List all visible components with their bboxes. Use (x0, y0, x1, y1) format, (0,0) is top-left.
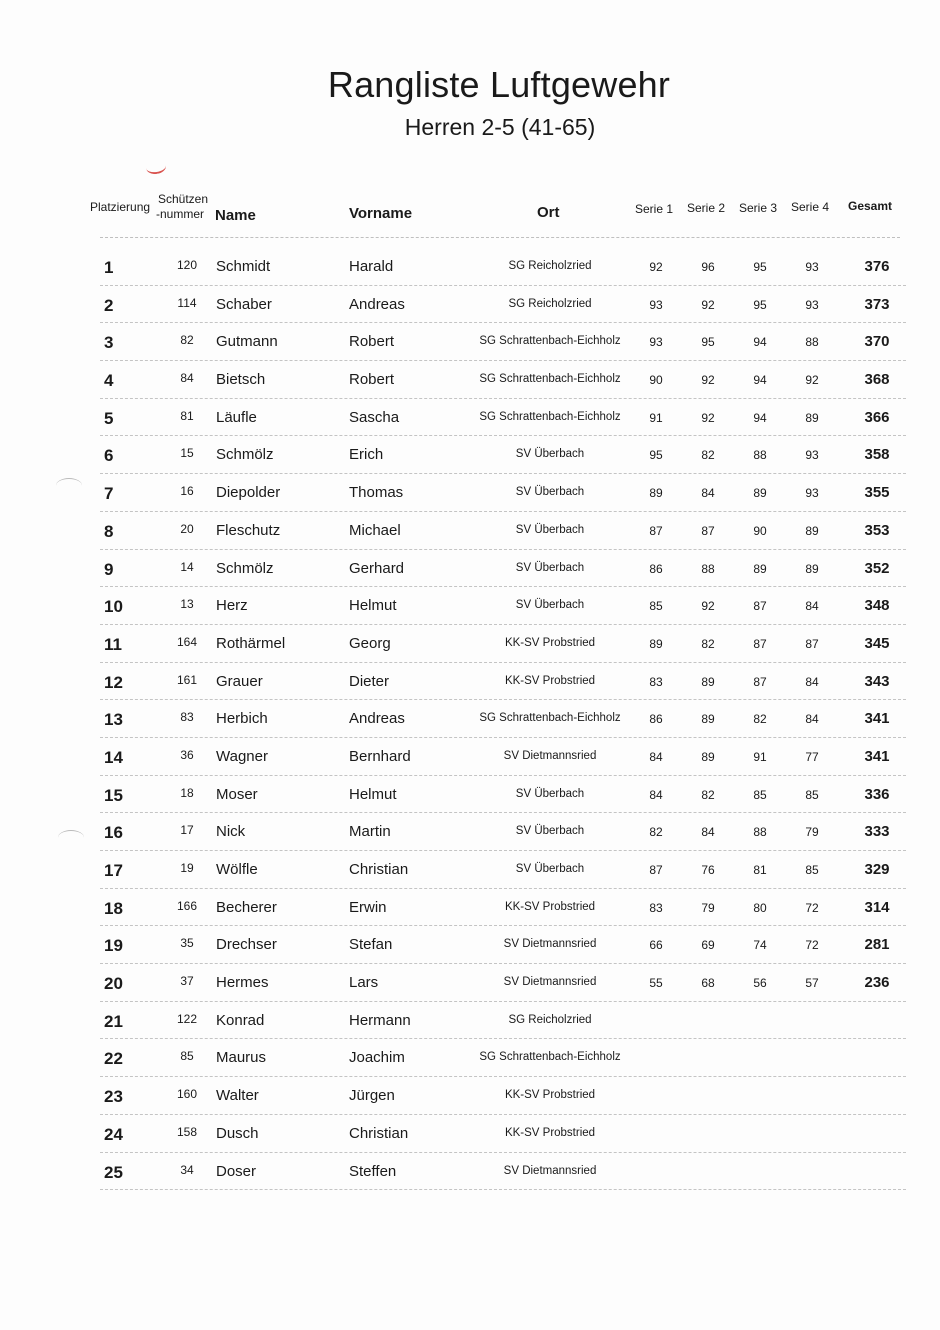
serie-2-cell: 69 (701, 938, 715, 953)
red-pen-mark (145, 159, 167, 176)
total-cell: 336 (864, 785, 890, 803)
first-name-cell: Andreas (349, 295, 405, 313)
serie-4-cell: 87 (805, 636, 819, 651)
serie-1-cell: 84 (649, 787, 663, 802)
first-name-cell: Erwin (349, 898, 387, 916)
rank-cell: 19 (104, 936, 123, 956)
serie-4-cell: 84 (805, 712, 819, 727)
rank-cell: 24 (104, 1124, 123, 1144)
name-cell: Dusch (216, 1124, 259, 1142)
total-cell: 370 (864, 333, 890, 351)
first-name-cell: Dieter (349, 672, 390, 690)
serie-2-cell: 68 (701, 976, 715, 991)
rank-cell: 4 (104, 371, 114, 391)
name-cell: Herbich (216, 710, 268, 728)
serie-2-cell: 92 (701, 297, 715, 312)
club-cell: SG Reicholzried (508, 297, 592, 310)
club-cell: SV Überbach (515, 523, 585, 536)
name-cell: Walter (216, 1087, 259, 1105)
serie-2-cell: 89 (701, 749, 715, 764)
club-cell: KK-SV Probstried (504, 900, 596, 913)
serie-1-cell: 84 (649, 749, 663, 764)
shooter-number-cell: 13 (180, 597, 194, 612)
serie-3-cell: 94 (753, 373, 767, 388)
serie-4-cell: 89 (805, 561, 819, 576)
name-cell: Nick (216, 823, 246, 841)
serie-1-cell: 92 (649, 260, 663, 274)
total-cell: 341 (864, 710, 890, 728)
first-name-cell: Robert (349, 333, 395, 351)
name-cell: Drechser (216, 936, 277, 954)
serie-1-cell: 85 (649, 599, 663, 614)
shooter-number-cell: 160 (176, 1087, 198, 1102)
shooter-number-cell: 14 (180, 559, 194, 574)
first-name-cell: Robert (349, 371, 395, 389)
club-cell: SG Schrattenbach-Eichholz (479, 712, 621, 725)
serie-3-cell: 94 (753, 335, 767, 350)
rank-cell: 2 (104, 295, 114, 315)
rank-cell: 18 (104, 898, 123, 918)
first-name-cell: Martin (349, 823, 391, 841)
rank-cell: 8 (104, 521, 114, 541)
rank-cell: 21 (104, 1011, 123, 1031)
page-subtitle: Herren 2-5 (41-65) (404, 114, 596, 140)
rank-cell: 23 (104, 1087, 123, 1107)
header-schuetzen: Schützen (158, 192, 209, 206)
rank-cell: 15 (104, 785, 123, 805)
first-name-cell: Helmut (349, 597, 397, 615)
name-cell: Schaber (216, 295, 272, 313)
shooter-number-cell: 81 (180, 408, 194, 423)
serie-4-cell: 93 (805, 297, 819, 312)
club-cell: SV Überbach (515, 863, 585, 875)
serie-2-cell: 88 (701, 561, 715, 576)
table-row (100, 1153, 906, 1191)
name-cell: Schmölz (216, 446, 274, 464)
serie-4-cell: 57 (805, 976, 819, 991)
first-name-cell: Sascha (349, 408, 400, 426)
serie-2-cell: 89 (701, 674, 715, 689)
total-cell: 355 (864, 484, 890, 502)
club-cell: SV Überbach (515, 787, 585, 800)
rank-cell: 7 (104, 484, 114, 504)
table-row (100, 851, 906, 889)
serie-3-cell: 95 (753, 260, 767, 274)
serie-1-cell: 86 (649, 712, 663, 727)
serie-1-cell: 87 (649, 863, 663, 877)
serie-3-cell: 91 (753, 749, 767, 764)
header-platzierung: Platzierung (90, 200, 151, 214)
serie-4-cell: 88 (805, 335, 819, 350)
serie-1-cell: 95 (649, 448, 663, 463)
first-name-cell: Helmut (349, 785, 397, 803)
club-cell: KK-SV Probstried (504, 674, 596, 687)
shooter-number-cell: 114 (177, 295, 197, 310)
shooter-number-cell: 34 (180, 1162, 194, 1177)
table-row (100, 1077, 906, 1115)
rank-cell: 14 (104, 747, 123, 767)
table-header (0, 192, 940, 232)
serie-2-cell: 87 (701, 523, 715, 538)
name-cell: Gutmann (216, 333, 278, 351)
serie-1-cell: 83 (649, 900, 663, 915)
name-cell: Läufle (216, 408, 257, 426)
table-row (100, 1115, 906, 1153)
shooter-number-cell: 120 (176, 258, 198, 272)
serie-1-cell: 66 (649, 938, 663, 953)
first-name-cell: Jürgen (349, 1087, 395, 1105)
name-cell: Schmidt (216, 258, 271, 275)
name-cell: Wagner (216, 747, 268, 765)
rank-cell: 13 (104, 710, 123, 730)
serie-3-cell: 90 (753, 523, 767, 538)
shooter-number-cell: 17 (180, 823, 194, 838)
shooter-number-cell: 85 (180, 1049, 194, 1064)
first-name-cell: Harald (349, 258, 394, 275)
serie-1-cell: 93 (649, 297, 663, 312)
serie-1-cell: 90 (649, 373, 663, 388)
serie-1-cell: 82 (649, 825, 663, 840)
total-cell: 281 (864, 936, 890, 954)
header-serie-4: Serie 4 (791, 200, 830, 214)
serie-2-cell: 89 (701, 712, 715, 727)
table-row (100, 813, 906, 851)
total-cell: 373 (864, 295, 890, 313)
total-cell: 345 (864, 634, 890, 652)
total-cell: 333 (864, 823, 890, 841)
table-row (100, 550, 906, 588)
first-name-cell: Christian (349, 1124, 409, 1142)
name-cell: Moser (216, 785, 258, 803)
table-row (100, 474, 906, 512)
table-row (100, 663, 906, 701)
serie-3-cell: 87 (753, 636, 767, 651)
table-row (100, 700, 906, 738)
serie-2-cell: 76 (701, 863, 715, 877)
table-row (100, 286, 906, 324)
table-row (100, 323, 906, 361)
total-cell: 353 (864, 521, 890, 539)
club-cell: SV Dietmannsried (503, 1164, 597, 1177)
rank-cell: 17 (104, 861, 123, 880)
total-cell: 358 (864, 446, 890, 464)
header-name: Name (215, 207, 256, 224)
club-cell: SG Reicholzried (508, 260, 592, 272)
table-row (100, 625, 906, 663)
serie-4-cell: 72 (805, 938, 819, 953)
serie-4-cell: 79 (805, 825, 819, 840)
club-cell: SG Schrattenbach-Eichholz (479, 410, 621, 423)
name-cell: Becherer (216, 898, 277, 916)
rank-cell: 1 (104, 258, 114, 277)
rank-cell: 16 (104, 823, 123, 843)
serie-2-cell: 84 (701, 486, 715, 501)
club-cell: SG Schrattenbach-Eichholz (479, 335, 621, 348)
club-cell: KK-SV Probstried (504, 636, 596, 649)
total-cell: 366 (864, 408, 890, 426)
shooter-number-cell: 16 (180, 484, 194, 499)
header-schuetzen-nummer: -nummer (156, 207, 205, 221)
serie-2-cell: 79 (701, 900, 715, 915)
ranking-table (0, 248, 940, 1190)
total-cell: 348 (864, 597, 890, 615)
rank-cell: 11 (104, 634, 122, 654)
serie-3-cell: 89 (753, 486, 767, 501)
serie-3-cell: 95 (753, 297, 767, 312)
serie-1-cell: 86 (649, 561, 663, 576)
name-cell: Rothärmel (216, 634, 286, 652)
table-row (100, 776, 906, 814)
shooter-number-cell: 19 (180, 861, 194, 875)
first-name-cell: Thomas (349, 484, 404, 502)
rank-cell: 10 (104, 597, 123, 617)
serie-3-cell: 81 (753, 863, 767, 877)
table-row (100, 1039, 906, 1077)
table-row (100, 361, 906, 399)
shooter-number-cell: 161 (176, 672, 198, 687)
name-cell: Bietsch (216, 371, 266, 389)
header-serie-3: Serie 3 (739, 201, 778, 215)
first-name-cell: Gerhard (349, 559, 405, 577)
club-cell: SG Reicholzried (508, 1013, 592, 1026)
rank-cell: 22 (104, 1049, 123, 1069)
name-cell: Schmölz (216, 559, 274, 577)
total-cell: 376 (864, 258, 890, 275)
first-name-cell: Stefan (349, 936, 393, 954)
serie-2-cell: 82 (701, 448, 715, 463)
serie-2-cell: 84 (701, 825, 715, 840)
serie-4-cell: 77 (805, 749, 819, 764)
shooter-number-cell: 36 (180, 747, 194, 762)
serie-2-cell: 82 (701, 787, 715, 802)
serie-3-cell: 94 (753, 410, 767, 425)
first-name-cell: Michael (349, 521, 401, 539)
rank-cell: 20 (104, 974, 123, 994)
first-name-cell: Georg (349, 634, 391, 652)
serie-3-cell: 88 (753, 825, 767, 840)
header-ort: Ort (537, 204, 560, 221)
total-cell: 368 (864, 371, 890, 389)
serie-2-cell: 92 (701, 599, 715, 614)
club-cell: KK-SV Probstried (504, 1089, 596, 1102)
name-cell: Herz (216, 597, 248, 615)
total-cell: 343 (864, 672, 890, 690)
shooter-number-cell: 35 (180, 936, 194, 951)
name-cell: Hermes (216, 974, 269, 992)
first-name-cell: Hermann (349, 1011, 411, 1029)
header-serie-2: Serie 2 (687, 201, 726, 215)
serie-2-cell: 92 (701, 373, 715, 388)
serie-4-cell: 89 (805, 523, 819, 538)
shooter-number-cell: 158 (176, 1124, 198, 1139)
serie-4-cell: 93 (805, 260, 819, 274)
serie-4-cell: 85 (805, 787, 819, 802)
serie-4-cell: 89 (805, 410, 819, 425)
serie-4-cell: 92 (805, 373, 819, 388)
serie-3-cell: 85 (753, 787, 767, 802)
rank-cell: 6 (104, 446, 114, 466)
table-row (100, 512, 906, 550)
serie-4-cell: 72 (805, 900, 819, 915)
table-row (100, 436, 906, 474)
serie-3-cell: 87 (753, 599, 767, 614)
rank-cell: 25 (104, 1162, 123, 1182)
first-name-cell: Erich (349, 446, 384, 464)
total-cell: 314 (864, 898, 890, 916)
header-vorname: Vorname (349, 205, 413, 222)
serie-2-cell: 95 (701, 335, 715, 350)
serie-4-cell: 84 (805, 674, 819, 689)
club-cell: SV Dietmannsried (503, 938, 597, 951)
shooter-number-cell: 20 (180, 521, 194, 536)
table-row (100, 889, 906, 927)
serie-1-cell: 83 (649, 674, 663, 689)
serie-1-cell: 87 (649, 523, 663, 538)
serie-4-cell: 84 (805, 599, 819, 614)
name-cell: Grauer (216, 672, 263, 690)
club-cell: SV Dietmannsried (503, 976, 597, 989)
serie-1-cell: 55 (649, 976, 663, 991)
serie-1-cell: 91 (649, 410, 663, 425)
total-cell: 341 (864, 747, 890, 765)
name-cell: Konrad (216, 1011, 265, 1029)
serie-3-cell: 82 (753, 712, 767, 727)
club-cell: SV Überbach (515, 561, 585, 574)
total-cell: 329 (864, 861, 890, 878)
shooter-number-cell: 37 (180, 974, 194, 989)
club-cell: SV Überbach (515, 486, 585, 499)
shooter-number-cell: 166 (176, 898, 198, 913)
first-name-cell: Bernhard (349, 747, 411, 765)
club-cell: KK-SV Probstried (504, 1126, 596, 1139)
serie-2-cell: 82 (701, 636, 715, 651)
rank-cell: 5 (104, 408, 114, 428)
first-name-cell: Steffen (349, 1162, 397, 1180)
club-cell: SV Dietmannsried (503, 749, 597, 762)
total-cell: 352 (864, 559, 890, 577)
shooter-number-cell: 82 (180, 333, 194, 348)
table-row (100, 587, 906, 625)
header-gesamt: Gesamt (848, 199, 893, 213)
serie-4-cell: 85 (805, 863, 819, 877)
table-row (100, 926, 906, 964)
first-name-cell: Christian (349, 861, 409, 878)
header-serie-1: Serie 1 (635, 202, 674, 216)
name-cell: Diepolder (216, 484, 281, 502)
header-divider (100, 237, 900, 238)
serie-3-cell: 56 (753, 976, 767, 991)
shooter-number-cell: 18 (180, 785, 194, 800)
rank-cell: 9 (104, 559, 114, 579)
first-name-cell: Andreas (349, 710, 405, 728)
serie-3-cell: 89 (753, 561, 767, 576)
name-cell: Maurus (216, 1049, 267, 1067)
first-name-cell: Joachim (349, 1049, 405, 1067)
name-cell: Wölfle (216, 861, 258, 878)
table-row (100, 964, 906, 1002)
serie-3-cell: 80 (753, 900, 767, 915)
serie-1-cell: 89 (649, 636, 663, 651)
page-title: Rangliste Luftgewehr (327, 64, 671, 105)
club-cell: SV Überbach (515, 599, 585, 612)
rank-cell: 12 (104, 672, 123, 692)
serie-3-cell: 74 (753, 938, 767, 953)
serie-2-cell: 96 (701, 260, 715, 274)
shooter-number-cell: 164 (176, 634, 198, 649)
serie-2-cell: 92 (701, 410, 715, 425)
club-cell: SV Überbach (515, 448, 585, 461)
rank-cell: 3 (104, 333, 114, 353)
serie-3-cell: 88 (753, 448, 767, 463)
serie-4-cell: 93 (805, 448, 819, 463)
shooter-number-cell: 84 (180, 371, 194, 386)
club-cell: SG Schrattenbach-Eichholz (479, 373, 621, 386)
total-cell: 236 (864, 974, 890, 992)
first-name-cell: Lars (349, 974, 379, 992)
table-row (100, 248, 906, 286)
table-row (100, 399, 906, 437)
shooter-number-cell: 83 (180, 710, 194, 725)
name-cell: Doser (216, 1162, 257, 1180)
serie-1-cell: 93 (649, 335, 663, 350)
club-cell: SV Überbach (515, 825, 585, 838)
shooter-number-cell: 15 (180, 446, 194, 461)
name-cell: Fleschutz (216, 521, 281, 539)
serie-1-cell: 89 (649, 486, 663, 501)
table-row (100, 738, 906, 776)
club-cell: SG Schrattenbach-Eichholz (479, 1051, 621, 1064)
shooter-number-cell: 122 (176, 1011, 198, 1026)
serie-4-cell: 93 (805, 486, 819, 501)
table-row (100, 1002, 906, 1040)
serie-3-cell: 87 (753, 674, 767, 689)
